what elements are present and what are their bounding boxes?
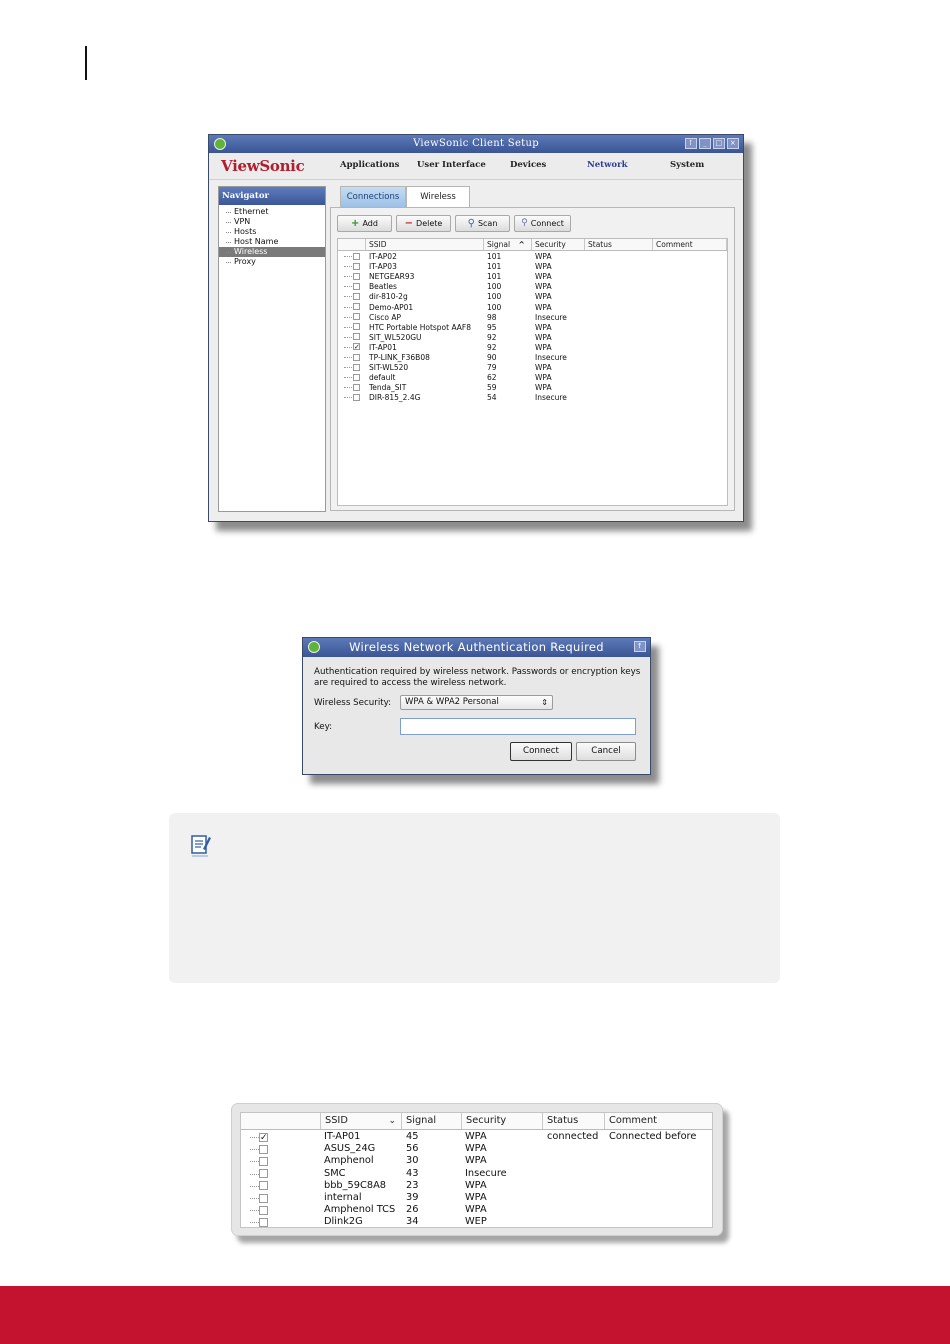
security-cell: WPA xyxy=(535,302,552,312)
signal-cell: 62 xyxy=(487,373,497,383)
ssid-cell: Tenda_SIT xyxy=(369,383,407,393)
network-row[interactable] xyxy=(338,313,727,323)
column-security[interactable]: Security xyxy=(462,1113,543,1129)
key-icon: ⚲ xyxy=(521,218,528,228)
tree-connector xyxy=(344,357,352,358)
brand-logo: ViewSonic xyxy=(221,157,305,175)
row-checkbox[interactable] xyxy=(353,354,360,361)
row-checkbox[interactable] xyxy=(353,364,360,371)
security-cell: WPA xyxy=(535,363,552,373)
row-checkbox[interactable] xyxy=(259,1194,268,1203)
security-cell: WPA xyxy=(465,1143,487,1155)
signal-cell: 92 xyxy=(487,332,497,342)
signal-cell: 101 xyxy=(487,252,502,261)
security-cell: WPA xyxy=(535,373,552,383)
nav-item-wireless[interactable]: Wireless xyxy=(219,247,325,257)
column-comment[interactable]: Comment xyxy=(653,239,727,250)
security-cell: WPA xyxy=(535,282,552,292)
network-row[interactable] xyxy=(338,373,727,383)
tree-connector xyxy=(344,397,352,398)
dialog-cancel-button[interactable]: Cancel xyxy=(576,742,636,761)
network-row[interactable] xyxy=(338,272,727,282)
security-cell: Insecure xyxy=(535,353,567,362)
tree-connector xyxy=(250,1186,259,1187)
up-arrow-icon[interactable]: ↑ xyxy=(634,641,646,652)
security-cell: WPA xyxy=(535,252,552,261)
scan-label: Scan xyxy=(477,219,498,228)
tree-connector xyxy=(250,1174,259,1175)
table-row[interactable] xyxy=(241,1216,712,1228)
table-row[interactable] xyxy=(241,1180,712,1192)
tree-connector xyxy=(344,367,352,368)
close-icon[interactable]: × xyxy=(727,138,739,149)
tree-connector xyxy=(344,266,352,267)
signal-cell: 30 xyxy=(406,1155,419,1167)
row-checkbox[interactable] xyxy=(259,1206,268,1215)
column-status[interactable]: Status xyxy=(585,239,653,250)
add-label: Add xyxy=(362,219,378,228)
ssid-cell: SMC xyxy=(324,1167,346,1179)
network-row[interactable] xyxy=(338,323,727,333)
tree-connector xyxy=(344,276,352,277)
column-ssid[interactable]: SSID xyxy=(366,239,484,250)
column-security[interactable]: Security xyxy=(532,239,585,250)
nav-item-proxy[interactable]: Proxy xyxy=(219,257,325,267)
security-cell: Insecure xyxy=(535,312,567,322)
signal-cell: 26 xyxy=(406,1204,419,1216)
add-button[interactable] xyxy=(337,215,392,232)
column-ssid[interactable] xyxy=(321,1113,402,1129)
security-cell: WPA xyxy=(465,1131,487,1142)
signal-cell: 59 xyxy=(487,383,497,393)
network-row[interactable] xyxy=(338,353,727,363)
nav-item-host-name[interactable]: Host Name xyxy=(219,237,325,247)
list-header xyxy=(338,239,727,251)
row-checkbox[interactable] xyxy=(353,253,360,260)
ssid-cell: HTC Portable Hotspot AAF8 xyxy=(369,322,472,332)
network-row[interactable] xyxy=(338,343,727,353)
ssid-cell: IT-AP01 xyxy=(369,342,397,352)
delete-label: Delete xyxy=(416,219,443,228)
row-checkbox[interactable] xyxy=(353,273,360,280)
column-select[interactable] xyxy=(338,239,366,250)
status-table-header xyxy=(241,1113,712,1130)
sort-indicator-icon: ^ xyxy=(518,240,525,249)
tab-wireless[interactable]: Wireless xyxy=(406,186,470,207)
plus-icon: + xyxy=(351,218,360,229)
signal-cell: 34 xyxy=(406,1216,419,1228)
ssid-cell: Amphenol xyxy=(324,1155,374,1167)
nav-item-ethernet[interactable]: Ethernet xyxy=(219,207,325,217)
menu-bar xyxy=(209,153,743,180)
menu-network[interactable]: Network xyxy=(587,160,628,170)
dialog-connect-button[interactable]: Connect xyxy=(510,742,572,761)
network-row[interactable] xyxy=(338,383,727,393)
key-label: Key: xyxy=(314,722,333,732)
security-cell: WPA xyxy=(465,1179,487,1191)
signal-cell: 54 xyxy=(487,393,497,403)
connections-panel xyxy=(330,207,735,511)
row-checkbox[interactable] xyxy=(353,384,360,391)
security-cell: WPA xyxy=(535,292,552,302)
security-cell: Insecure xyxy=(535,393,567,403)
security-cell: WPA xyxy=(465,1155,487,1167)
column-signal-label: Signal xyxy=(487,240,511,249)
signal-cell: 43 xyxy=(406,1167,419,1179)
network-row[interactable] xyxy=(338,363,727,373)
signal-cell: 79 xyxy=(487,363,497,373)
column-signal[interactable] xyxy=(484,239,532,250)
column-signal[interactable]: Signal xyxy=(402,1113,462,1129)
tree-connector xyxy=(344,337,352,338)
tree-connector xyxy=(344,377,352,378)
signal-cell: 100 xyxy=(487,302,502,312)
tree-connector xyxy=(344,286,352,287)
network-row[interactable] xyxy=(338,262,727,272)
ssid-cell: internal xyxy=(324,1192,362,1203)
table-row[interactable] xyxy=(241,1143,712,1155)
signal-cell: 101 xyxy=(487,262,502,272)
security-cell: WPA xyxy=(465,1204,487,1216)
delete-button[interactable] xyxy=(396,215,451,232)
row-checkbox[interactable] xyxy=(259,1145,268,1154)
connect-button[interactable] xyxy=(514,215,571,232)
row-checkbox[interactable] xyxy=(259,1218,268,1227)
tab-connections[interactable]: Connections xyxy=(340,186,406,207)
security-cell: WEP xyxy=(465,1216,487,1228)
ssid-cell: dir-810-2g xyxy=(369,292,408,302)
note-box xyxy=(169,813,780,983)
signal-cell: 95 xyxy=(487,322,497,332)
menu-devices[interactable]: Devices xyxy=(510,160,547,170)
nav-item-hosts[interactable]: Hosts xyxy=(219,227,325,237)
ssid-cell: ASUS_24G xyxy=(324,1143,376,1155)
up-arrow-icon[interactable]: ↑ xyxy=(685,138,697,149)
row-checkbox[interactable] xyxy=(353,313,360,320)
network-row[interactable] xyxy=(338,252,727,262)
signal-cell: 98 xyxy=(487,312,497,322)
column-select[interactable] xyxy=(241,1113,321,1129)
select-arrows-icon: ⇕ xyxy=(541,698,548,707)
table-row[interactable] xyxy=(241,1131,712,1143)
minus-icon: − xyxy=(404,218,414,229)
ssid-cell: default xyxy=(369,373,396,383)
security-cell: WPA xyxy=(535,262,552,272)
ssid-cell: Cisco AP xyxy=(369,312,401,322)
signal-cell: 101 xyxy=(487,272,502,282)
minimize-icon[interactable]: _ xyxy=(699,138,711,149)
tree-connector xyxy=(344,317,352,318)
security-cell: WPA xyxy=(535,383,552,393)
ssid-cell: bbb_59C8A8 xyxy=(324,1179,387,1191)
key-input[interactable] xyxy=(400,718,636,735)
ssid-cell: IT-AP03 xyxy=(369,262,397,272)
table-row[interactable] xyxy=(241,1192,712,1204)
row-checkbox[interactable] xyxy=(353,283,360,290)
row-checkbox[interactable]: ✓ xyxy=(354,343,360,352)
signal-cell: 90 xyxy=(487,353,497,362)
sort-down-icon: ⌄ xyxy=(388,1116,396,1126)
ssid-cell: SIT_WL520GU xyxy=(369,332,422,342)
security-cell: WPA xyxy=(535,332,552,342)
maximize-icon[interactable]: □ xyxy=(713,138,725,149)
security-cell: WPA xyxy=(465,1192,487,1203)
navigator-title: Navigator xyxy=(219,187,325,205)
column-comment[interactable]: Comment xyxy=(609,1115,657,1126)
signal-cell: 39 xyxy=(406,1192,419,1203)
tree-connector xyxy=(250,1222,259,1223)
security-label: Wireless Security: xyxy=(314,698,392,708)
magnifier-icon: ⚲ xyxy=(467,218,475,229)
window-title: ViewSonic Client Setup xyxy=(413,138,539,149)
nav-item-vpn[interactable]: VPN xyxy=(219,217,325,227)
network-row[interactable] xyxy=(338,333,727,343)
margin-bar xyxy=(85,46,87,80)
ssid-cell: SIT-WL520 xyxy=(369,363,409,373)
tree-connector xyxy=(344,327,352,328)
menu-applications[interactable]: Applications xyxy=(340,160,400,170)
row-checkbox[interactable] xyxy=(259,1181,268,1190)
comment-cell: Connected before xyxy=(609,1131,697,1142)
tree-connector xyxy=(344,307,352,308)
tree-connector xyxy=(344,256,352,257)
ssid-cell: Amphenol TCS xyxy=(324,1204,396,1216)
client-setup-window xyxy=(208,134,744,522)
status-table-panel xyxy=(231,1103,723,1236)
dialog-title: Wireless Network Authentication Required xyxy=(349,640,604,654)
signal-cell: 23 xyxy=(406,1179,419,1191)
tree-connector xyxy=(250,1210,259,1211)
row-checkbox[interactable]: ✓ xyxy=(260,1132,268,1143)
network-row[interactable] xyxy=(338,292,727,302)
column-ssid-label: SSID xyxy=(325,1115,348,1126)
row-checkbox[interactable] xyxy=(353,394,360,401)
signal-cell: 92 xyxy=(487,342,497,352)
menu-system[interactable]: System xyxy=(670,160,705,170)
status-table[interactable] xyxy=(240,1112,713,1228)
security-select[interactable] xyxy=(400,695,553,710)
app-logo-icon xyxy=(214,138,226,150)
dialog-title-bar[interactable] xyxy=(303,638,650,657)
column-status[interactable]: Status xyxy=(543,1113,605,1129)
security-cell: WPA xyxy=(535,272,552,282)
network-row[interactable] xyxy=(338,393,727,403)
ssid-cell: TP-LINK_F36B08 xyxy=(369,353,430,362)
table-row[interactable] xyxy=(241,1155,712,1167)
signal-cell: 100 xyxy=(487,282,502,292)
ssid-cell: NETGEAR93 xyxy=(369,272,415,282)
tree-connector xyxy=(344,347,352,348)
ssid-cell: Dlink2G xyxy=(324,1216,363,1228)
connect-label: Connect xyxy=(530,219,564,228)
network-row[interactable] xyxy=(338,282,727,292)
row-checkbox[interactable] xyxy=(259,1169,268,1178)
tree-connector xyxy=(344,296,352,297)
tree-connector xyxy=(250,1161,259,1162)
tree-connector xyxy=(344,387,352,388)
footer-bar xyxy=(0,1286,950,1344)
auth-message: Authentication required by wireless network. Passwords or encryption keys are required to access the wireless network. xyxy=(314,667,641,688)
row-checkbox[interactable] xyxy=(353,303,360,310)
security-cell: WPA xyxy=(535,322,552,332)
security-cell: WPA xyxy=(535,342,552,352)
status-cell: connected xyxy=(547,1131,599,1142)
signal-cell: 100 xyxy=(487,292,502,302)
title-bar[interactable] xyxy=(209,135,743,153)
signal-cell: 56 xyxy=(406,1143,419,1155)
row-checkbox[interactable] xyxy=(259,1157,268,1166)
scan-button[interactable] xyxy=(455,215,510,232)
row-checkbox[interactable] xyxy=(353,323,360,330)
note-pencil-icon xyxy=(191,833,211,859)
security-cell: Insecure xyxy=(465,1167,507,1179)
ssid-cell: IT-AP02 xyxy=(369,252,397,261)
tree-connector xyxy=(250,1149,259,1150)
row-checkbox[interactable] xyxy=(353,263,360,270)
content-area xyxy=(330,186,736,511)
network-row[interactable] xyxy=(338,303,727,313)
ssid-cell: Demo-AP01 xyxy=(369,302,414,312)
tree-connector xyxy=(250,1137,259,1138)
row-checkbox[interactable] xyxy=(353,293,360,300)
ssid-cell: Beatles xyxy=(369,282,397,292)
table-row[interactable] xyxy=(241,1204,712,1216)
signal-cell: 45 xyxy=(406,1131,419,1142)
ssid-cell: DIR-815_2.4G xyxy=(369,393,421,403)
network-list[interactable] xyxy=(337,238,728,506)
app-logo-icon xyxy=(308,641,320,653)
tree-connector xyxy=(250,1198,259,1199)
security-value: WPA & WPA2 Personal xyxy=(405,697,499,707)
row-checkbox[interactable] xyxy=(353,374,360,381)
row-checkbox[interactable] xyxy=(353,333,360,340)
ssid-cell: IT-AP01 xyxy=(324,1131,361,1142)
navigator-panel xyxy=(218,186,326,512)
auth-dialog xyxy=(302,637,651,775)
table-row[interactable] xyxy=(241,1168,712,1180)
menu-user-interface[interactable]: User Interface xyxy=(417,160,486,170)
